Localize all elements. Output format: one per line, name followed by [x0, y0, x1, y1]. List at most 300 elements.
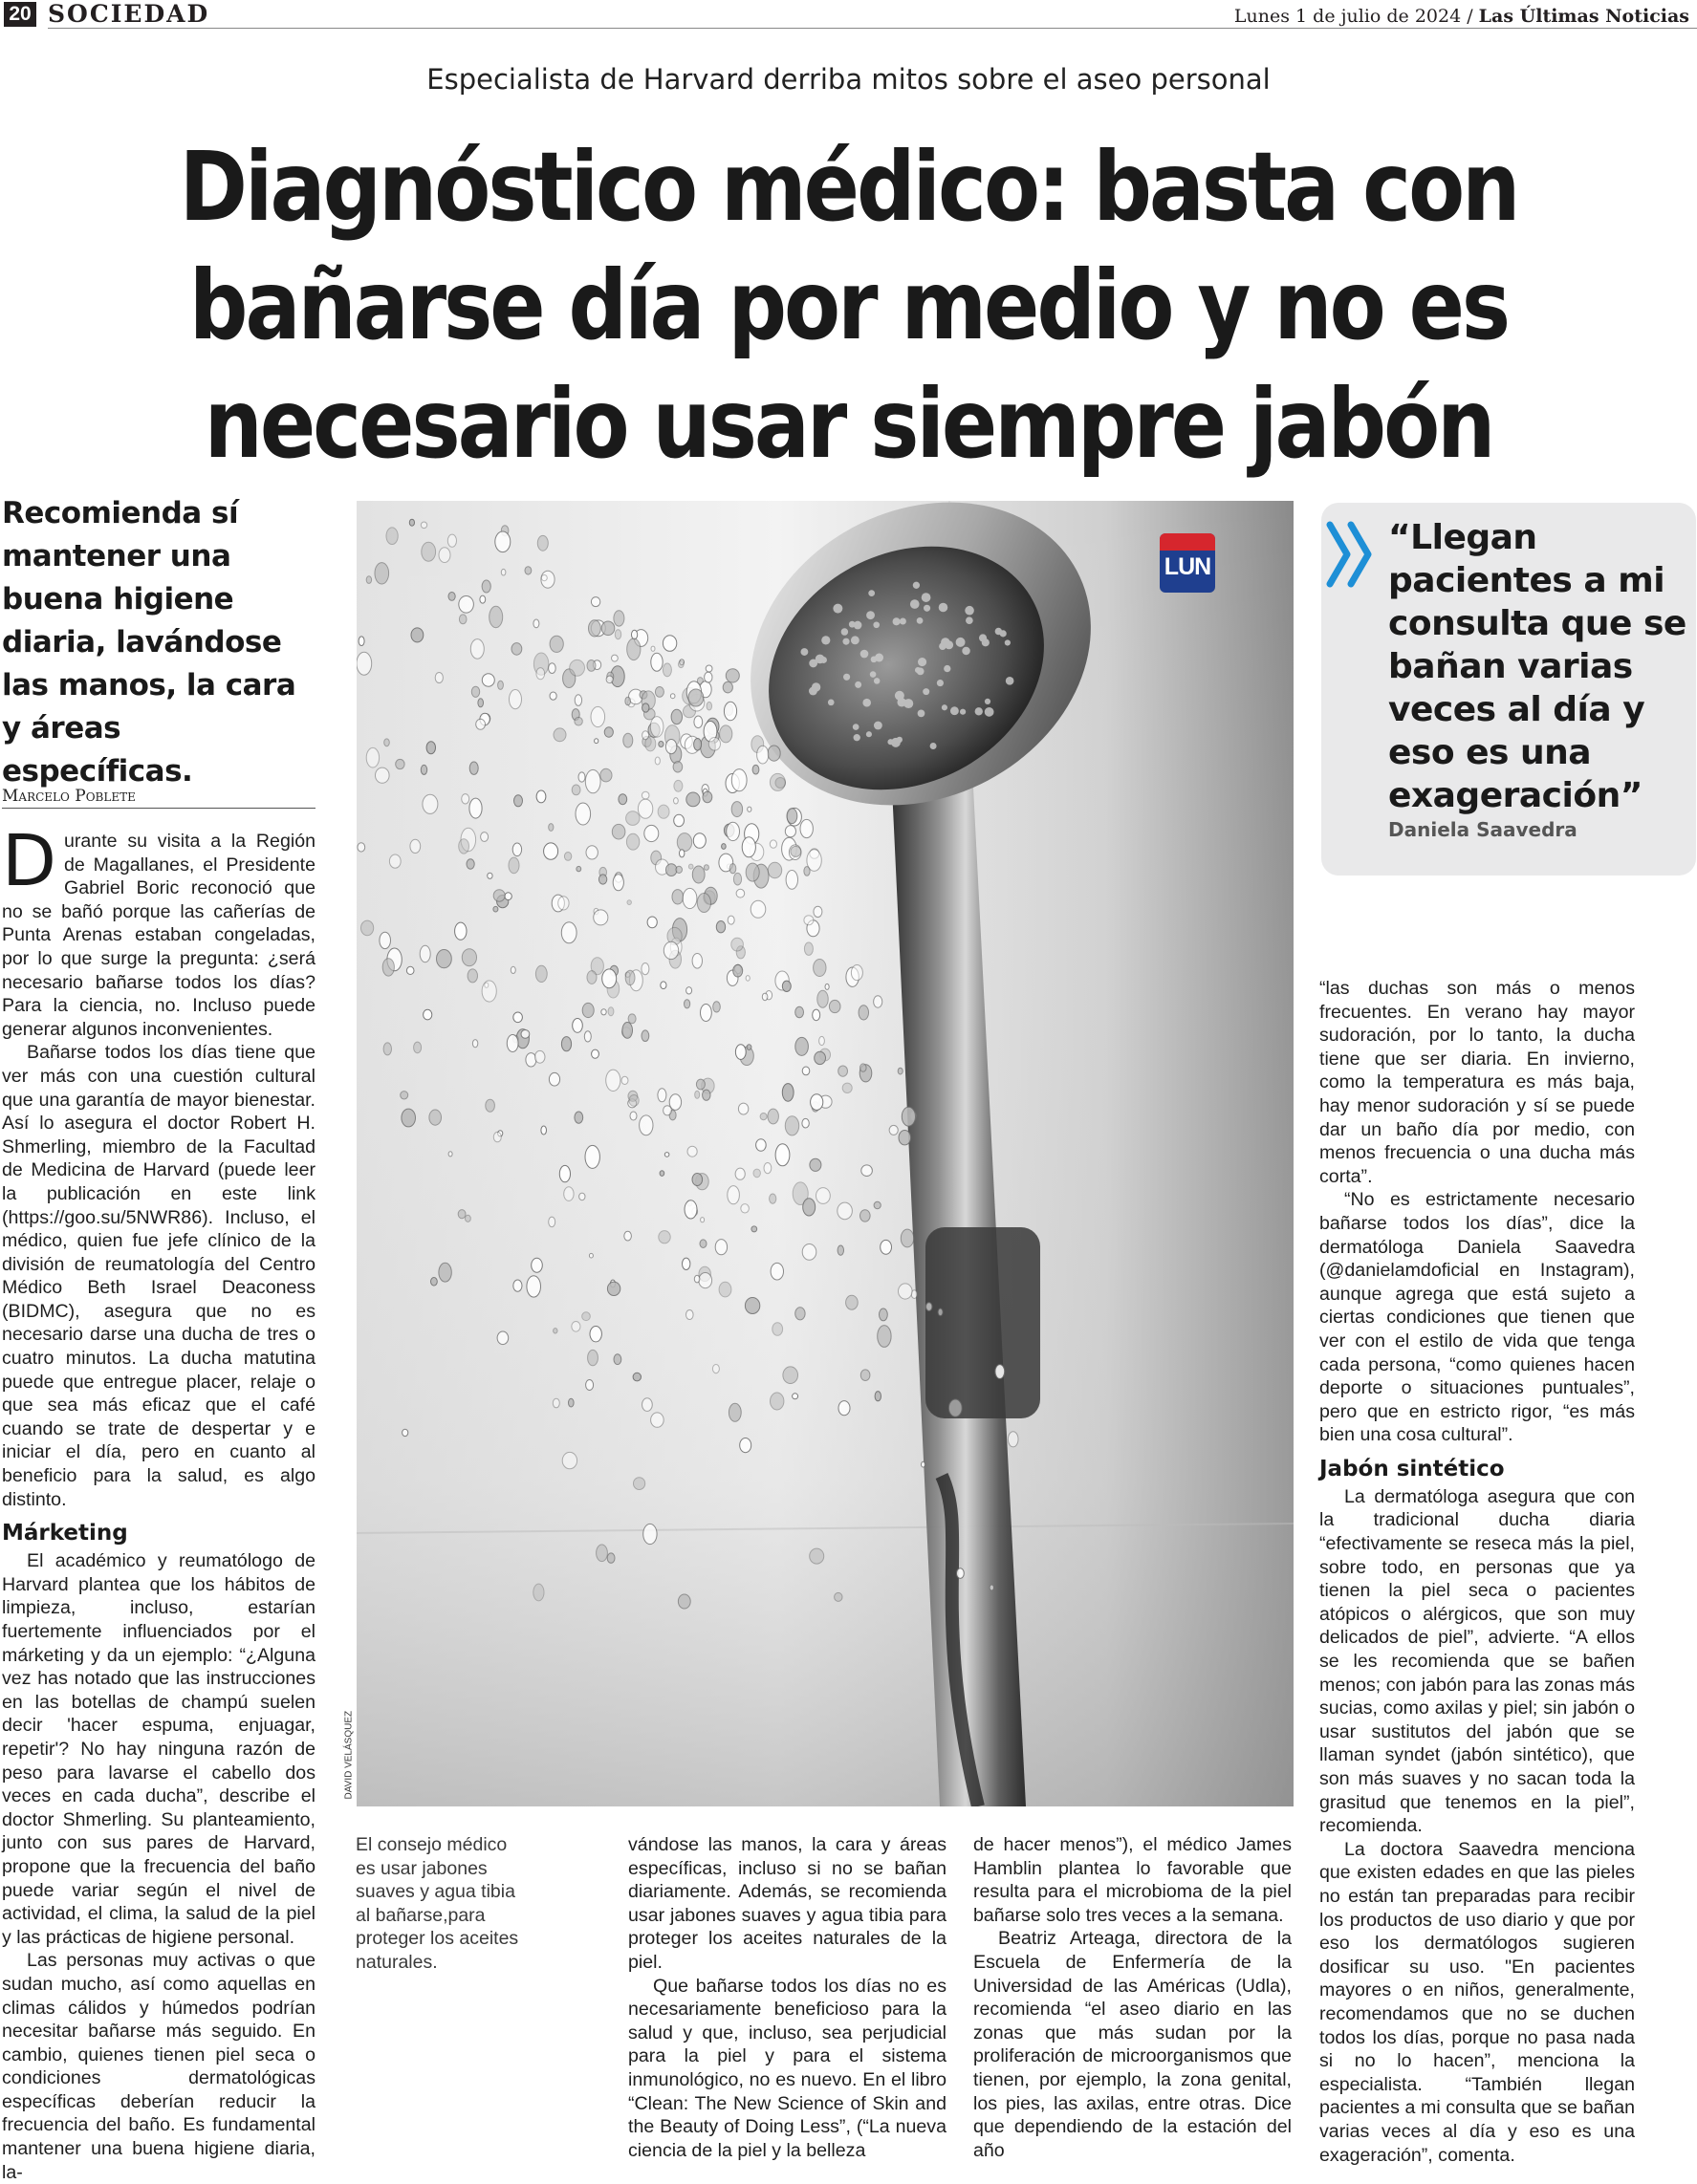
water-droplet — [775, 1144, 790, 1166]
water-droplet — [859, 1006, 868, 1020]
water-droplet — [478, 699, 484, 707]
water-droplet — [782, 981, 791, 991]
water-droplet — [466, 1215, 471, 1222]
water-droplet — [651, 1413, 664, 1427]
water-droplet — [544, 843, 558, 859]
water-droplet — [746, 863, 759, 881]
water-droplet — [513, 1012, 523, 1023]
water-droplet — [561, 922, 577, 943]
water-droplet — [771, 1393, 784, 1410]
water-droplet — [585, 1145, 599, 1168]
water-droplet — [700, 1240, 707, 1248]
water-droplet — [376, 768, 390, 783]
water-droplet — [688, 864, 693, 869]
water-droplet — [366, 747, 379, 768]
water-droplet — [498, 681, 504, 689]
nozzle-dot — [874, 722, 882, 730]
nozzle-dot — [917, 667, 925, 675]
water-droplet — [572, 785, 580, 795]
water-droplet — [584, 1031, 591, 1042]
water-droplet — [838, 1202, 853, 1220]
water-droplet — [512, 843, 521, 856]
water-droplet — [651, 653, 663, 671]
photo-caption: El consejo médico es usar jabones suaves y agua tibia al bañarse,para proteger los aceites naturales. — [356, 1834, 519, 1973]
water-droplet — [659, 1231, 670, 1243]
water-droplet — [575, 1112, 583, 1123]
subheading: Márketing — [2, 1521, 128, 1546]
water-droplet — [476, 719, 486, 729]
water-droplet — [533, 619, 539, 628]
water-droplet — [587, 971, 597, 984]
water-droplet — [655, 757, 660, 765]
water-droplet — [729, 1403, 741, 1421]
paragraph: La dermatóloga asegura que con la tradicional ducha diaria “efectivamente se reseca más la piel, sobre todo, en personas que ya tienen la piel seca o pacientes atópicos o alérgicos, que son muy delicados de piel”, advierte. “A ellos se les recomienda que se bañen menos; con jabón para las zonas más sucias, como axilas y piel; sin jabón o usar sustitutos del jabón que se llaman syndet (jabón sintético), que son más suaves y no sacan toda la grasitud que tenemos en la piel”, recomienda. — [1319, 1485, 1636, 1837]
water-droplet — [623, 733, 633, 747]
water-droplet — [733, 873, 741, 885]
water-droplet — [612, 655, 619, 661]
water-droplet — [804, 942, 813, 955]
water-droplet — [612, 824, 625, 839]
water-droplet — [860, 1370, 870, 1381]
nozzle-dot — [960, 709, 966, 715]
water-droplet — [692, 866, 705, 883]
water-droplet — [671, 709, 682, 724]
paragraph: Las personas muy activas o que sudan mucho, así como aquellas en climas cálidos y húmedos podrían necesitar bañarse más seguido. En cambio, quienes tienen piel seca o condiciones dermatológicas específicas deberían reducir la frecuencia del baño. Es fundamental mantener una buena higiene diaria, la- — [2, 1950, 315, 2183]
water-droplet — [621, 1076, 628, 1084]
nozzle-dot — [995, 628, 1002, 635]
nozzle-dot — [874, 678, 880, 683]
water-droplet — [726, 669, 739, 682]
water-droplet — [501, 569, 506, 575]
water-droplet — [549, 1217, 555, 1227]
nozzle-dot — [868, 590, 875, 596]
lead-paragraph — [2, 820, 315, 1041]
water-droplet — [680, 850, 685, 857]
water-droplet — [708, 738, 720, 751]
water-droplet — [592, 1049, 599, 1058]
article-kicker: Especialista de Harvard derriba mitos sobre el aseo personal — [426, 63, 1271, 96]
paragraph-text: urante su visita a la Región de Magallanes, el Presidente Gabriel Boric reconoció que no se bañó porque las cañerías de Punta Arenas estaban congeladas, por lo que surge la pregunta: ¿será necesario bañarse todos los días? Para la ciencia, no. Incluso puede generar algunos inconvenientes. — [2, 831, 315, 1040]
nozzle-dot — [860, 650, 869, 659]
water-droplet — [486, 1099, 495, 1112]
water-droplet — [437, 950, 452, 968]
water-droplet — [811, 1094, 823, 1111]
water-droplet — [633, 1373, 641, 1381]
nozzle-dot — [985, 707, 994, 717]
water-droplet — [731, 802, 742, 817]
water-droplet — [785, 1116, 798, 1135]
page-number: 20 — [4, 2, 36, 27]
water-droplet — [787, 809, 797, 824]
water-droplet — [490, 606, 503, 627]
water-droplet — [423, 794, 438, 813]
body-column-5 — [1319, 977, 1635, 2167]
water-droplet — [751, 900, 766, 918]
nozzle-dot — [1005, 639, 1011, 645]
water-droplet — [764, 1163, 772, 1174]
water-droplet — [608, 1007, 614, 1016]
water-droplet — [728, 916, 734, 924]
water-droplet — [549, 824, 554, 832]
water-droplet — [676, 866, 683, 873]
nozzle-dot — [1006, 677, 1014, 685]
water-droplet — [683, 1258, 690, 1269]
water-droplet — [674, 798, 679, 804]
water-droplet — [459, 615, 467, 624]
water-droplet — [527, 1276, 541, 1297]
lun-logo — [1160, 533, 1215, 593]
water-droplet — [995, 1365, 1005, 1379]
nozzle-dot — [873, 621, 880, 628]
water-droplet — [564, 1187, 574, 1201]
water-droplet — [1008, 1432, 1018, 1447]
water-droplet — [762, 993, 768, 1001]
water-droplet — [575, 717, 582, 725]
water-droplet — [735, 1168, 745, 1179]
water-droplet — [793, 1394, 798, 1399]
water-droplet — [651, 646, 655, 651]
nozzle-dot — [842, 638, 849, 645]
water-droplet — [424, 1009, 432, 1020]
water-droplet — [493, 890, 505, 901]
shower-head-image — [357, 501, 1294, 1806]
water-droplet — [634, 1478, 645, 1490]
nozzle-dot — [853, 724, 859, 730]
nozzle-dot — [939, 603, 948, 613]
water-droplet — [576, 803, 591, 825]
photo-credit — [342, 1692, 356, 1806]
water-droplet — [607, 1553, 615, 1563]
water-droplet — [420, 945, 430, 962]
water-droplet — [719, 1282, 731, 1297]
water-droplet — [835, 1592, 842, 1601]
water-droplet — [751, 1226, 757, 1232]
water-droplet — [587, 660, 596, 672]
water-droplet — [640, 1115, 653, 1135]
water-droplet — [614, 611, 624, 626]
water-droplet — [421, 522, 426, 529]
nozzle-dot — [913, 582, 920, 589]
water-droplet — [713, 1002, 721, 1012]
water-droplet — [554, 1329, 557, 1333]
water-droplet — [595, 739, 598, 744]
water-droplet — [701, 1218, 705, 1222]
water-droplet — [771, 1263, 783, 1280]
water-droplet — [683, 888, 697, 908]
water-droplet — [678, 1594, 690, 1609]
nozzle-dot — [918, 658, 926, 666]
water-droplet — [627, 900, 631, 905]
water-droplet — [554, 728, 566, 742]
water-droplet — [569, 1398, 575, 1407]
water-droplet — [693, 833, 706, 849]
water-droplet — [459, 839, 469, 854]
water-droplet — [663, 663, 671, 677]
nozzle-dot — [937, 680, 944, 686]
water-droplet — [861, 1165, 873, 1177]
nozzle-dot — [985, 699, 990, 704]
water-droplet — [380, 932, 391, 948]
water-droplet — [695, 1091, 700, 1098]
water-droplet — [712, 1365, 719, 1373]
water-droplet — [525, 567, 532, 574]
water-droplet — [510, 690, 522, 709]
water-droplet — [549, 1072, 559, 1086]
water-droplet — [860, 1064, 867, 1071]
water-droplet — [677, 833, 691, 852]
water-droplet — [481, 833, 489, 842]
nozzle-dot — [870, 671, 877, 678]
water-droplet — [410, 839, 421, 853]
pull-quote-author: Daniela Saavedra — [1388, 818, 1577, 841]
water-droplet — [957, 1568, 965, 1579]
water-droplet — [768, 1109, 778, 1124]
water-droplet — [586, 846, 598, 859]
water-droplet — [660, 1171, 664, 1177]
water-droplet — [838, 1066, 848, 1076]
page-folio — [0, 0, 1697, 31]
water-droplet — [359, 637, 364, 646]
water-droplet — [513, 1280, 522, 1291]
nozzle-dot — [855, 681, 861, 688]
water-droplet — [795, 1308, 805, 1320]
water-droplet — [511, 966, 515, 973]
quote-chevron-icon — [1326, 521, 1378, 588]
water-droplet — [782, 1084, 794, 1102]
paragraph: vándose las manos, la cara y áreas específicas, incluso si no se bañan diariamente. Además, se recomienda usar jabones suaves y agua tibia para proteger los aceites naturales de la piel. — [628, 1834, 946, 1973]
water-droplet — [579, 1193, 585, 1200]
water-droplet — [802, 1067, 810, 1075]
water-droplet — [384, 739, 390, 746]
nozzle-dot — [866, 611, 875, 619]
water-droplet — [658, 1089, 666, 1102]
headline-line: Diagnóstico médico: basta con — [179, 131, 1518, 243]
water-droplet — [860, 1210, 871, 1222]
water-droplet — [705, 672, 712, 682]
water-droplet — [688, 689, 704, 706]
water-droplet — [626, 833, 639, 850]
water-droplet — [470, 639, 484, 660]
water-droplet — [722, 844, 727, 850]
water-droplet — [701, 1005, 712, 1022]
paragraph: “las duchas son más o menos frecuentes. En verano hay mayor sudoración, por lo tanto, la ducha tiene que ser diaria. En invierno, como la temperatura es más baja, hay menor sudoración y sí se puede dar un baño día por medio, con menos frecuencia o una ducha más corta”. — [1319, 978, 1635, 1187]
water-droplet — [361, 920, 374, 936]
water-droplet — [386, 528, 398, 545]
water-droplet — [899, 1131, 911, 1145]
water-droplet — [880, 1308, 888, 1321]
nozzle-dot — [944, 665, 950, 672]
water-droplet — [898, 1068, 903, 1074]
water-droplet — [785, 826, 795, 837]
water-droplet — [628, 1014, 636, 1024]
water-droplet — [614, 1354, 621, 1365]
water-droplet — [723, 681, 732, 693]
water-droplet — [745, 1298, 759, 1314]
water-droplet — [922, 1461, 925, 1467]
water-droplet — [814, 906, 822, 917]
water-droplet — [607, 1282, 620, 1295]
water-droplet — [727, 822, 740, 840]
water-droplet — [736, 889, 745, 897]
paragraph: La doctora Saavedra menciona que existen edades en que las pieles no están tan preparadas para recibir los productos de uso diario y que por eso los dermatólogos sugieren dosificar su uso. "En pacientes mayores o en niños, generalmente, recomendamos que no se duchen todos los días, porque no pasa nada si no lo hacen”, menciona la especialista. “También llegan pacientes a mi consulta que se bañan varias veces al día y eso es una exageración”, comenta. — [1319, 1838, 1635, 2166]
water-droplet — [467, 859, 474, 869]
nozzle-dot — [930, 743, 937, 749]
paragraph: El académico y reumatólogo de Harvard plantea que los hábitos de limpieza, incluso, estarían fuertemente influenciados por el márketing y da un ejemplo: “¿Alguna vez has notado que las instrucciones en las botellas de champú suelen decir 'hacer espuma, enjuagar, repetir'? No hay ninguna razón de peso para lavarse el cabello dos veces en cada ducha”, describe el doctor Shmerling. Su planteamiento, junto con sus pares de Harvard, propone que la frecuencia del baño puede variar según el nivel de actividad, el clima, la salud de la piel y las prácticas de higiene personal. — [2, 1550, 315, 1948]
water-droplet — [672, 890, 684, 904]
water-droplet — [807, 850, 821, 872]
water-droplet — [550, 636, 563, 652]
water-droplet — [493, 906, 498, 912]
water-droplet — [482, 674, 494, 686]
water-droplet — [902, 1107, 915, 1126]
water-droplet — [357, 652, 372, 675]
water-droplet — [819, 1036, 825, 1045]
nozzle-dot — [923, 688, 929, 695]
water-droplet — [756, 1139, 767, 1152]
water-droplet — [591, 706, 605, 726]
water-droplet — [747, 1045, 751, 1050]
water-droplet — [851, 965, 862, 981]
water-droplet — [716, 921, 725, 933]
nozzle-dot — [950, 706, 959, 715]
nozzle-dot — [895, 691, 904, 701]
water-droplet — [505, 893, 511, 900]
water-droplet — [741, 1204, 750, 1213]
water-droplet — [815, 1051, 826, 1064]
nozzle-dot — [828, 700, 835, 706]
water-droplet — [692, 1174, 703, 1186]
water-droplet — [615, 630, 620, 639]
water-droplet — [561, 1037, 571, 1051]
water-droplet — [772, 1323, 783, 1336]
nozzle-dot — [866, 731, 872, 737]
water-droplet — [703, 1090, 710, 1100]
water-droplet — [604, 727, 613, 737]
water-droplet — [829, 1000, 840, 1012]
headline-line: bañarse día por medio y no es — [188, 249, 1509, 361]
paragraph: Beatriz Arteaga, directora de la Escuela de Enfermería de la Universidad de las Américas (Udla), recomienda “el aseo diario en las zonas que más sudan por la proliferación de microorganismos que tienen, por ejemplo, la zona genital, los pies, las axilas, entre otras. Dice que dependiendo de la estación del año — [973, 1928, 1292, 2161]
water-droplet — [482, 580, 490, 593]
water-droplet — [598, 875, 606, 884]
water-droplet — [564, 853, 571, 861]
water-droplet — [817, 990, 828, 1007]
water-droplet — [724, 702, 736, 720]
water-droplet — [686, 1310, 694, 1320]
nozzle-dot — [833, 604, 842, 614]
water-droplet — [536, 790, 546, 803]
water-droplet — [447, 534, 456, 547]
water-droplet — [536, 668, 545, 680]
water-droplet — [752, 765, 759, 774]
water-droplet — [753, 1169, 760, 1178]
water-droplet — [697, 894, 710, 913]
water-droplet — [455, 922, 467, 940]
water-droplet — [803, 1199, 816, 1216]
water-droplet — [728, 1186, 740, 1204]
nozzle-dot — [917, 617, 924, 624]
water-droplet — [694, 716, 703, 728]
water-droplet — [562, 1452, 577, 1468]
water-droplet — [664, 941, 678, 959]
water-droplet — [838, 1401, 850, 1416]
water-droplet — [638, 799, 652, 818]
water-droplet — [629, 1095, 639, 1107]
water-droplet — [881, 1240, 892, 1254]
water-droplet — [731, 769, 747, 791]
water-droplet — [666, 864, 677, 876]
water-droplet — [572, 1322, 580, 1332]
body-column-3 — [628, 1833, 946, 2162]
water-droplet — [448, 1152, 452, 1157]
nozzle-dot — [962, 647, 969, 655]
water-droplet — [699, 1273, 712, 1288]
water-droplet — [786, 871, 797, 890]
nozzle-dot — [965, 606, 974, 616]
water-droplet — [729, 864, 736, 874]
nozzle-dot — [887, 739, 893, 745]
nozzle-dot — [841, 628, 849, 636]
water-droplet — [706, 665, 712, 672]
water-droplet — [757, 746, 769, 764]
byline: Marcelo Poblete — [2, 787, 315, 809]
water-droplet — [658, 805, 669, 818]
water-droplet — [582, 1312, 591, 1321]
water-droplet — [670, 694, 675, 699]
water-droplet — [632, 630, 638, 639]
water-droplet — [382, 959, 394, 976]
water-droplet — [589, 1253, 593, 1258]
water-droplet — [626, 811, 640, 826]
folio-date — [1234, 6, 1689, 27]
water-droplet — [396, 759, 404, 768]
water-droplet — [791, 846, 801, 856]
water-droplet — [875, 1392, 881, 1401]
water-droplet — [738, 1103, 748, 1114]
water-droplet — [558, 897, 569, 910]
water-droplet — [366, 576, 371, 584]
nozzle-dot — [945, 640, 953, 649]
water-droplet — [804, 916, 814, 925]
water-droplet — [704, 865, 708, 871]
article-deck: Recomienda sí mantener una buena higiene diaria, lavándose las manos, la cara y áreas específicas. — [2, 496, 296, 789]
water-droplet — [901, 1229, 913, 1247]
water-droplet — [687, 1146, 697, 1157]
water-droplet — [825, 984, 829, 989]
water-droplet — [642, 963, 649, 975]
water-droplet — [509, 857, 519, 874]
water-droplet — [650, 717, 664, 738]
water-droplet — [715, 1240, 727, 1255]
water-droplet — [602, 969, 617, 988]
water-droplet — [624, 1231, 632, 1241]
water-droplet — [795, 1037, 809, 1055]
water-droplet — [575, 695, 581, 706]
water-droplet — [589, 620, 601, 637]
water-droplet — [674, 814, 685, 826]
nozzle-dot — [851, 636, 859, 644]
water-droplet — [585, 769, 600, 792]
water-droplet — [459, 596, 474, 614]
water-droplet — [673, 762, 683, 772]
water-droplet — [878, 1326, 891, 1348]
water-droplet — [644, 825, 659, 841]
paragraph: Bañarse todos los días tiene que ver más con una cuestión cultural que una garantía de mayor bienestar. Así lo asegura el doctor Robert H. Shmerling, miembro de la Facultad de Medicina de Harvard (puede leer la publicación en este link (https://goo.su/5NWR86). Incluso, el médico, quien fue jefe clínico de la división de reumatología del Centro Médico Beth Israel Deaconess (BIDMC), asegura que no es necesario darse una ducha de tres o cuatro minutos. La ducha matutina puede que entregue placer, relaje o que sea más eficaz que el café cuando se trate de despertar y e iniciar el día, pero en cuanto al beneficio para la salud, es algo distinto. — [2, 1042, 315, 1510]
nozzle-dot — [875, 654, 883, 662]
water-droplet — [742, 837, 755, 857]
water-droplet — [733, 964, 743, 977]
paragraph: “No es estrictamente necesario bañarse todos los días”, dice la dermatóloga Daniela Saavedra (@danielamdoficial en Instagram), aunque agrega que está sujeto a ciertas condiciones que tienen que ver con el estilo de vida que tenga cada persona, “como quienes hacen deporte o situaciones puntuales”, pero que en estricto rigor, “es más bien una cosa cultural”. — [1319, 1189, 1635, 1446]
water-droplet — [411, 628, 424, 642]
